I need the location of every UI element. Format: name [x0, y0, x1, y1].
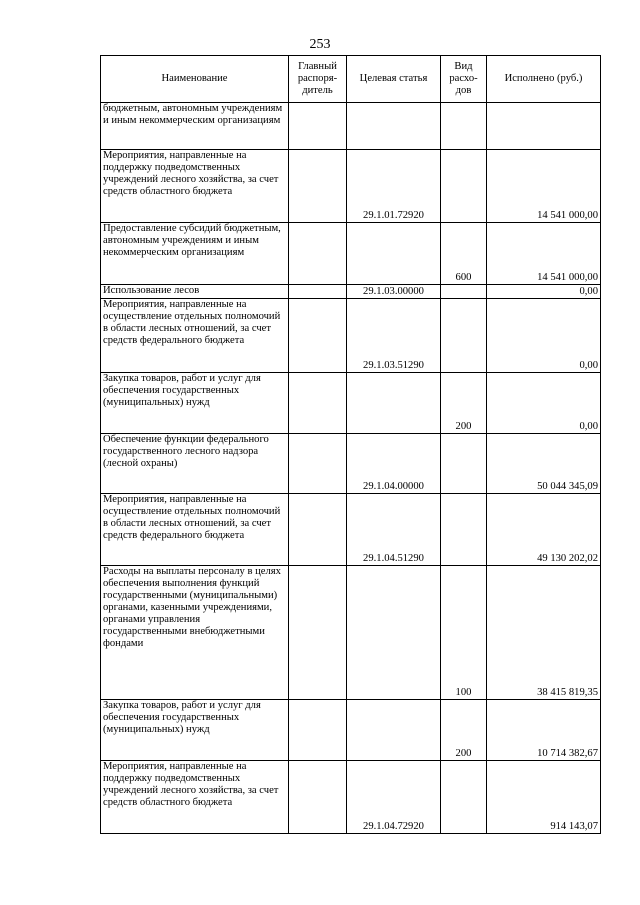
row-name-cell: Предоставление субсидий бюджетным, автономным учреждениям и иным некоммерческим организациям — [101, 223, 289, 285]
row-executed-amount-cell: 0,00 — [487, 373, 601, 434]
row-expense-type-cell: 100 — [441, 566, 487, 700]
row-executed-amount-cell: 14 541 000,00 — [487, 150, 601, 223]
table-row — [101, 223, 601, 285]
row-name-cell: Мероприятия, направленные на поддержку подведомственных учреждений лесного хозяйства, за счет средств областного бюджета — [101, 150, 289, 223]
row-expense-type-cell: 200 — [441, 373, 487, 434]
table-row — [101, 761, 601, 834]
row-target-article-cell: 29.1.03.51290 — [347, 299, 441, 373]
row-expense-type-cell — [441, 761, 487, 834]
table-row — [101, 373, 601, 434]
row-expense-type-cell — [441, 150, 487, 223]
row-target-article-cell: 29.1.04.00000 — [347, 434, 441, 494]
table-row — [101, 700, 601, 761]
table-body — [101, 103, 601, 834]
row-main-manager-cell — [289, 434, 347, 494]
header-expense-type: Вид расхо-дов — [441, 56, 487, 103]
row-name-cell: бюджетным, автономным учреждениям и иным некоммерческим организациям — [101, 103, 289, 150]
header-target-article: Целевая статья — [347, 56, 441, 103]
row-name-cell: Мероприятия, направленные на поддержку подведомственных учреждений лесного хозяйства, за счет средств областного бюджета — [101, 761, 289, 834]
row-name-cell: Использование лесов — [101, 285, 289, 299]
row-name-cell: Обеспечение функции федерального государственного лесного надзора (лесной охраны) — [101, 434, 289, 494]
row-target-article-cell — [347, 373, 441, 434]
row-executed-amount-cell: 38 415 819,35 — [487, 566, 601, 700]
table-row — [101, 299, 601, 373]
row-executed-amount-cell: 0,00 — [487, 285, 601, 299]
row-target-article-cell: 29.1.03.00000 — [347, 285, 441, 299]
row-name-cell: Расходы на выплаты персоналу в целях обеспечения выполнения функций государственными (муниципальными) органами, казенными учреждениями, органами управления государственными внебюджетными фондами — [101, 566, 289, 700]
row-target-article-cell — [347, 700, 441, 761]
row-expense-type-cell: 200 — [441, 700, 487, 761]
row-main-manager-cell — [289, 285, 347, 299]
row-main-manager-cell — [289, 373, 347, 434]
header-executed: Исполнено (руб.) — [487, 56, 601, 103]
row-expense-type-cell — [441, 494, 487, 566]
row-expense-type-cell — [441, 285, 487, 299]
table-row — [101, 150, 601, 223]
row-expense-type-cell: 600 — [441, 223, 487, 285]
row-main-manager-cell — [289, 223, 347, 285]
table-header-row — [101, 56, 601, 103]
row-expense-type-cell — [441, 103, 487, 150]
row-executed-amount-cell: 50 044 345,09 — [487, 434, 601, 494]
row-main-manager-cell — [289, 494, 347, 566]
row-executed-amount-cell: 914 143,07 — [487, 761, 601, 834]
row-expense-type-cell — [441, 434, 487, 494]
table-row — [101, 566, 601, 700]
row-main-manager-cell — [289, 761, 347, 834]
row-main-manager-cell — [289, 103, 347, 150]
table-row — [101, 434, 601, 494]
table-row — [101, 103, 601, 150]
row-main-manager-cell — [289, 299, 347, 373]
row-main-manager-cell — [289, 700, 347, 761]
row-executed-amount-cell: 49 130 202,02 — [487, 494, 601, 566]
row-executed-amount-cell: 0,00 — [487, 299, 601, 373]
row-name-cell: Мероприятия, направленные на осуществление отдельных полномочий в области лесных отношений, за счет средств федерального бюджета — [101, 299, 289, 373]
row-target-article-cell — [347, 566, 441, 700]
row-target-article-cell: 29.1.04.51290 — [347, 494, 441, 566]
header-name: Наименование — [101, 56, 289, 103]
row-main-manager-cell — [289, 566, 347, 700]
row-target-article-cell: 29.1.04.72920 — [347, 761, 441, 834]
row-target-article-cell — [347, 223, 441, 285]
row-name-cell: Закупка товаров, работ и услуг для обеспечения государственных (муниципальных) нужд — [101, 700, 289, 761]
header-main-manager: Главный распоря-дитель — [289, 56, 347, 103]
row-name-cell: Мероприятия, направленные на осуществление отдельных полномочий в области лесных отношений, за счет средств федерального бюджета — [101, 494, 289, 566]
row-executed-amount-cell: 10 714 382,67 — [487, 700, 601, 761]
row-target-article-cell — [347, 103, 441, 150]
table-row — [101, 285, 601, 299]
budget-table — [100, 55, 601, 834]
row-main-manager-cell — [289, 150, 347, 223]
page-number: 253 — [309, 37, 331, 52]
row-executed-amount-cell — [487, 103, 601, 150]
row-name-cell: Закупка товаров, работ и услуг для обеспечения государственных (муниципальных) нужд — [101, 373, 289, 434]
row-executed-amount-cell: 14 541 000,00 — [487, 223, 601, 285]
row-target-article-cell: 29.1.01.72920 — [347, 150, 441, 223]
row-expense-type-cell — [441, 299, 487, 373]
table-row — [101, 494, 601, 566]
